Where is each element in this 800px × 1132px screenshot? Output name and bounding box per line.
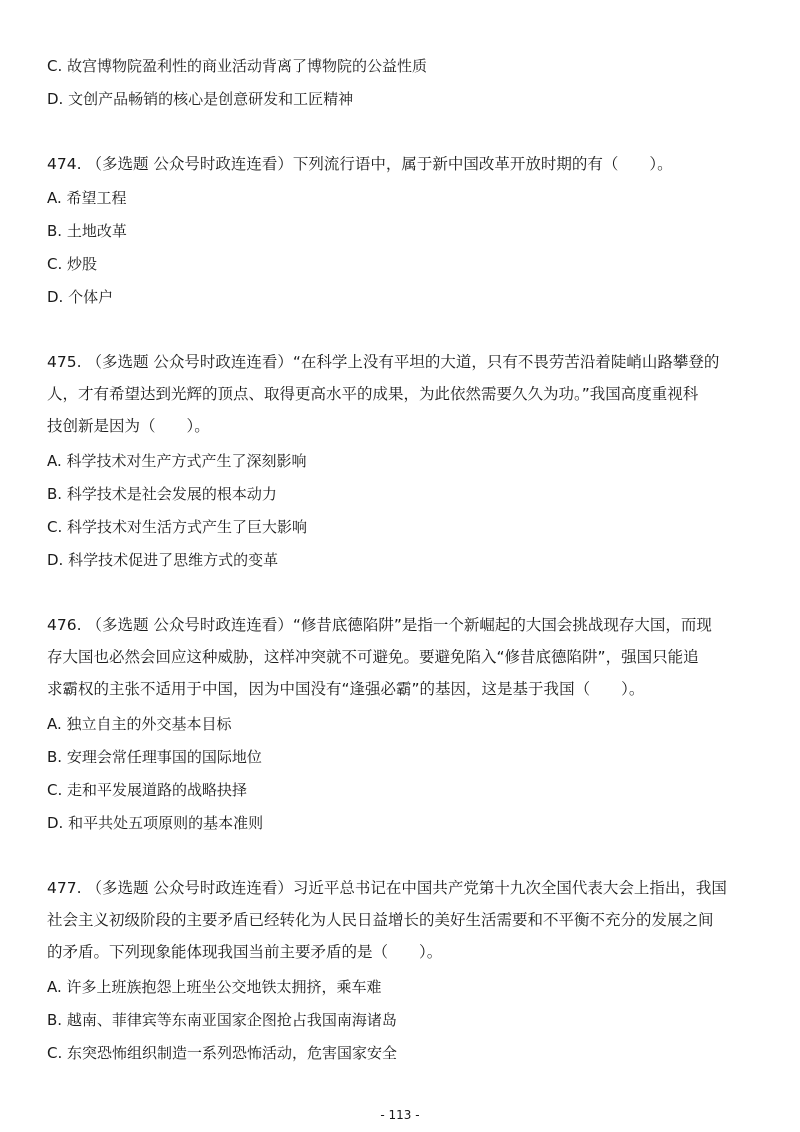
option-line: C. 科学技术对生活方式产生了巨大影响 (47, 518, 308, 536)
option-line: A. 科学技术对生产方式产生了深刻影响 (47, 452, 307, 470)
question-stem: 474. （多选题 公众号时政连连看）下列流行语中，属于新中国改革开放时期的有（ ）。 (47, 155, 673, 173)
question-stem: 人，才有希望达到光辉的顶点、取得更高水平的成果，为此依然需要久久为功。”我国高度重视科 (47, 385, 699, 403)
page-number: - 113 - (380, 1108, 420, 1122)
option-line: B. 科学技术是社会发展的根本动力 (47, 485, 277, 503)
question-stem: 技创新是因为（ ）。 (47, 417, 210, 435)
question-stem: 社会主义初级阶段的主要矛盾已经转化为人民日益增长的美好生活需要和不平衡不充分的发展之间 (47, 911, 714, 929)
option-line: D. 和平共处五项原则的基本准则 (47, 814, 264, 832)
option-line: A. 独立自主的外交基本目标 (47, 715, 232, 733)
option-line: C. 故宫博物院盈利性的商业活动背离了博物院的公益性质 (47, 57, 428, 75)
question-stem: 求霸权的主张不适用于中国，因为中国没有“逢强必霸”的基因，这是基于我国（ ）。 (47, 680, 645, 698)
option-line: A. 许多上班族抱怨上班坐公交地铁太拥挤，乘车难 (47, 978, 382, 996)
question-stem: 的矛盾。下列现象能体现我国当前主要矛盾的是（ ）。 (47, 943, 443, 961)
question-stem: 存大国也必然会回应这种威胁，这样冲突就不可避免。要避免陷入“修昔底德陷阱”，强国只能追 (47, 648, 699, 666)
option-line: D. 文创产品畅销的核心是创意研发和工匠精神 (47, 90, 354, 108)
option-line: B. 安理会常任理事国的国际地位 (47, 748, 262, 766)
question-stem: 475. （多选题 公众号时政连连看）“在科学上没有平坦的大道，只有不畏劳苦沿着陡峭山路攀登的 (47, 353, 720, 371)
option-line: B. 越南、菲律宾等东南亚国家企图抢占我国南海诸岛 (47, 1011, 397, 1029)
option-line: C. 东突恐怖组织制造一系列恐怖活动，危害国家安全 (47, 1044, 398, 1062)
option-line: C. 走和平发展道路的战略抉择 (47, 781, 248, 799)
question-stem: 477. （多选题 公众号时政连连看）习近平总书记在中国共产党第十九次全国代表大会上指出，我国 (47, 879, 727, 897)
option-line: D. 个体户 (47, 288, 114, 306)
option-line: D. 科学技术促进了思维方式的变革 (47, 551, 279, 569)
option-line: C. 炒股 (47, 255, 98, 273)
option-line: A. 希望工程 (47, 189, 127, 207)
question-stem: 476. （多选题 公众号时政连连看）“修昔底德陷阱”是指一个新崛起的大国会挑战现存大国，而现 (47, 616, 712, 634)
option-line: B. 土地改革 (47, 222, 127, 240)
